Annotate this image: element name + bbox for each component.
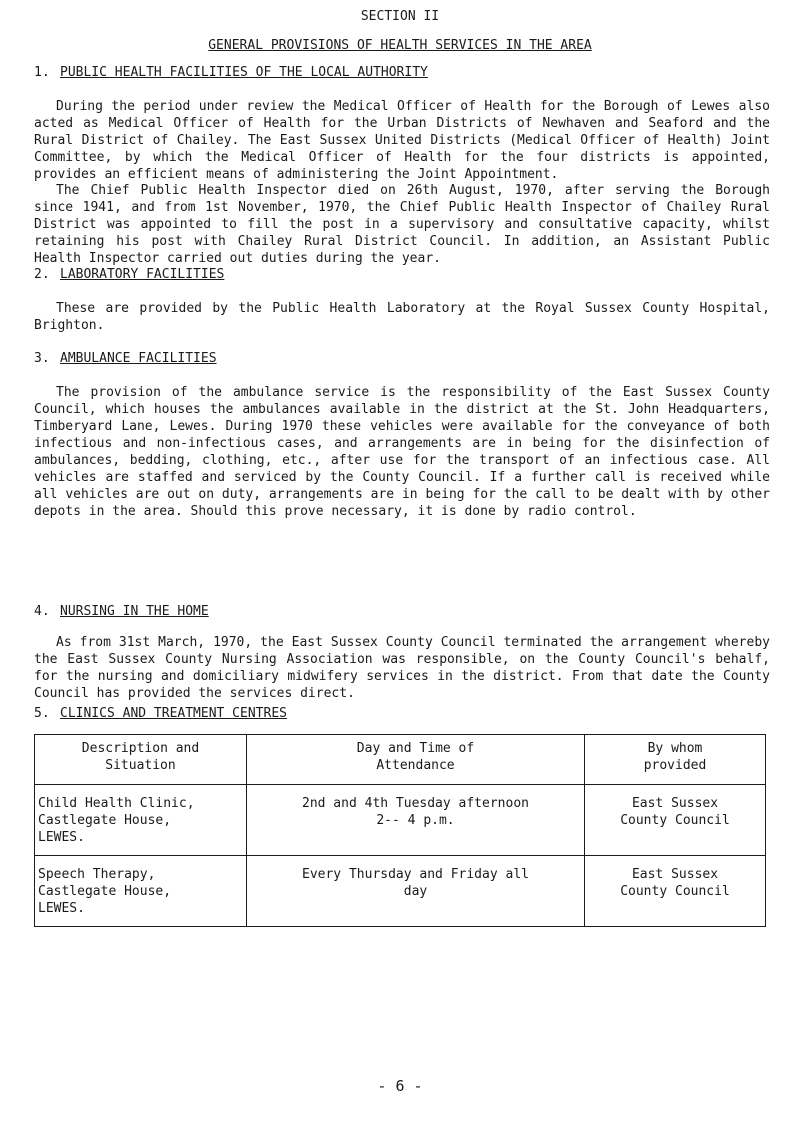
- header-provided-line-1: By whom: [647, 741, 703, 756]
- row-2-provided-line-1: East Sussex: [631, 867, 719, 882]
- section-3-heading: [34, 350, 217, 367]
- row-1-provided-by: [585, 785, 766, 856]
- row-1-description: [35, 785, 247, 856]
- page-subtitle-text: GENERAL PROVISIONS OF HEALTH SERVICES IN THE AREA: [208, 38, 592, 53]
- section-4-number: 4.: [34, 604, 50, 619]
- section-1-paragraph-1: During the period under review the Medical Officer of Health for the Borough of Lewes also acted as Medical Officer of Health for the Urban Districts of Newhaven and Seaford and the Rural District of Chailey. The East Sussex United Districts (Medical Officer of Health) Joint Committee, by which the Medical Officer of Health for the four districts is appointed, provides an efficient means of administering the Joint Appointment.: [34, 99, 770, 182]
- header-description-line-1: Description and: [81, 741, 200, 756]
- section-title: SECTION II: [360, 9, 440, 24]
- section-4-heading: [34, 603, 209, 620]
- row-2-description-line-2: Castlegate House,: [38, 884, 172, 899]
- table-row: [35, 785, 766, 856]
- row-1-provided-line-2: County Council: [620, 813, 730, 828]
- row-1-description-line-1: Child Health Clinic,: [38, 796, 195, 811]
- row-2-description-line-1: Speech Therapy,: [38, 867, 156, 882]
- section-2-heading: [34, 266, 224, 283]
- header-description: [35, 735, 247, 785]
- section-1-number: 1.: [34, 65, 50, 80]
- row-2-provided-line-2: County Council: [620, 884, 730, 899]
- section-2-paragraph-1: These are provided by the Public Health Laboratory at the Royal Sussex County Hospital, Brighton.: [34, 301, 770, 333]
- clinics-table: [34, 734, 766, 927]
- section-4-title: NURSING IN THE HOME: [60, 604, 209, 619]
- row-2-attendance: [247, 856, 585, 927]
- section-5-number: 5.: [34, 706, 50, 721]
- section-3-title: AMBULANCE FACILITIES: [60, 351, 217, 366]
- section-1-heading: [34, 64, 428, 81]
- header-attendance-line-2: Attendance: [376, 758, 455, 773]
- section-2-number: 2.: [34, 267, 50, 282]
- header-provided-line-2: provided: [643, 758, 707, 773]
- section-3-paragraph-1: The provision of the ambulance service is the responsibility of the East Sussex County Council, which houses the ambulances available in the district at the St. John Headquarters, Timberyard Lane, Lewes. During 1970 these vehicles were available for the conveyance of both infectious and non-infectious cases, and arrangements are in being for the disinfection of ambulances, bedding, clothing, etc., after use for the transport of an infectious case. All vehicles are staffed and serviced by the County Council. If a further call is received while all vehicles are out on duty, arrangements are in being for the call to be dealt with by other depots in the area. Should this prove necessary, it is done by radio control.: [34, 385, 770, 519]
- section-5-title: CLINICS AND TREATMENT CENTRES: [60, 706, 287, 721]
- section-2-title: LABORATORY FACILITIES: [60, 267, 225, 282]
- row-1-description-line-2: Castlegate House,: [38, 813, 172, 828]
- header-description-line-2: Situation: [105, 758, 176, 773]
- table-header-row: [35, 735, 766, 785]
- row-1-provided-line-1: East Sussex: [631, 796, 719, 811]
- section-4-paragraph-1: As from 31st March, 1970, the East Sussex County Council terminated the arrangement whereby the East Sussex County Nursing Association was responsible, on the County Council's behalf, for the nursing and domiciliary midwifery services in the district. From that date the County Council has provided the services direct.: [34, 635, 770, 701]
- header-attendance-line-1: Day and Time of: [356, 741, 475, 756]
- section-1-paragraph-2: The Chief Public Health Inspector died on 26th August, 1970, after serving the Borough since 1941, and from 1st November, 1970, the Chief Public Health Inspector of Chailey Rural District was appointed to fill the post in a supervisory and consultative capacity, whilst retaining his post with Chailey Rural District Council. In addition, an Assistant Public Health Inspector carried out duties during the year.: [34, 183, 770, 266]
- row-2-description-line-3: LEWES.: [38, 901, 85, 916]
- row-2-attendance-line-1: Every Thursday and Friday all: [302, 867, 529, 882]
- header-provided-by: [585, 735, 766, 785]
- section-5-heading: [34, 705, 287, 722]
- section-1-title: PUBLIC HEALTH FACILITIES OF THE LOCAL AUTHORITY: [60, 65, 428, 80]
- row-2-description: [35, 856, 247, 927]
- row-2-attendance-line-2: day: [403, 884, 428, 899]
- row-1-description-line-3: LEWES.: [38, 830, 85, 845]
- row-1-attendance: [247, 785, 585, 856]
- page-subtitle: [0, 37, 800, 54]
- row-2-provided-by: [585, 856, 766, 927]
- page-number: - 6 -: [377, 1077, 423, 1095]
- table-row: [35, 856, 766, 927]
- section-3-number: 3.: [34, 351, 50, 366]
- header-attendance: [247, 735, 585, 785]
- row-1-attendance-line-2: 2-- 4 p.m.: [376, 813, 455, 828]
- row-1-attendance-line-1: 2nd and 4th Tuesday afternoon: [302, 796, 529, 811]
